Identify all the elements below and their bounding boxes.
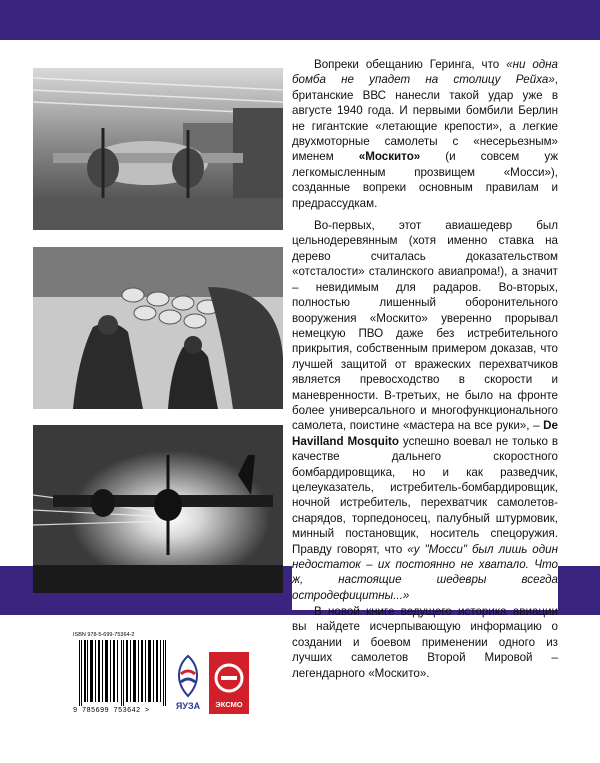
paragraph-3: В новой книге ведущего историка авиации вы найдете исчерпывающую информацию о создании и боевом применении одного из лучших самолетов Второй Мировой – легендарного «Москито».	[292, 605, 558, 680]
yauza-emblem-icon	[169, 652, 207, 700]
yauza-logo	[169, 652, 207, 714]
bomb-loading-photo	[33, 247, 283, 409]
main-text-panel	[292, 57, 558, 610]
aircraft-factory-photo	[33, 68, 283, 230]
barcode-area	[73, 632, 171, 716]
paragraph-2: Во-первых, этот авиашедевр был цельнодеревянным (хотя именно ставка на дерево считалась доказательством «отсталости» сталинского авиапрома!), а значит – невидимым для радаров. Во-вторых, полностью лишенный оборонительного вооружения «Москито» уверенно прорывал немецкую ПВО даже без истребительного прикрытия, собственным примером доказав, что лучшей защитой от вражеских перехватчиков является превосходство в скорости и маневренности. В-третьих, не было на фронте более универсального и многофункционального самолета, поистине «мастера на все руки», – De Havilland Mosquito успешно воевал не только в качестве дальнего скоростного бомбардировщика, но и как разведчик, целеуказатель, истребитель-бомбардировщик, ночной истребитель, перехватчик самолетов-снарядов, торпедоносец, палубный штурмовик, минный постановщик, носитель спецоружия. Правду говорят, что «у "Мосси" был лишь один недостаток – их постоянно не хватало. Что ж, настоящие шедевры всегда остродефицитны...»	[292, 219, 559, 602]
barcode-graphic	[77, 640, 169, 706]
bottom-text-panel	[292, 604, 558, 688]
paragraph-1: Вопреки обещанию Геринга, что «ни одна бомба не упадет на столицу Рейха», британские ВВС нанесли такой удар уже в августе 1940 года. И первыми бомбили Берлин не гигантские «летающие крепости», а легкие двухмоторные самолеты с «несерьезным» именем «Москито» (и совсем уж легкомысленным прозвищем «Мосси»), созданные вопреки основным правилам и предрассудкам.	[292, 58, 558, 210]
night-engine-run-photo	[33, 425, 283, 593]
isbn-label: ISBN 978-5-699-75364-2	[73, 632, 135, 638]
eksmo-logo	[209, 652, 249, 714]
eksmo-logo-text: ЭКСМО	[215, 700, 243, 709]
barcode-digits: 9 785699 753642 >	[73, 707, 150, 715]
top-color-band	[0, 0, 600, 40]
yauza-logo-text: ЯУЗА	[175, 701, 201, 711]
